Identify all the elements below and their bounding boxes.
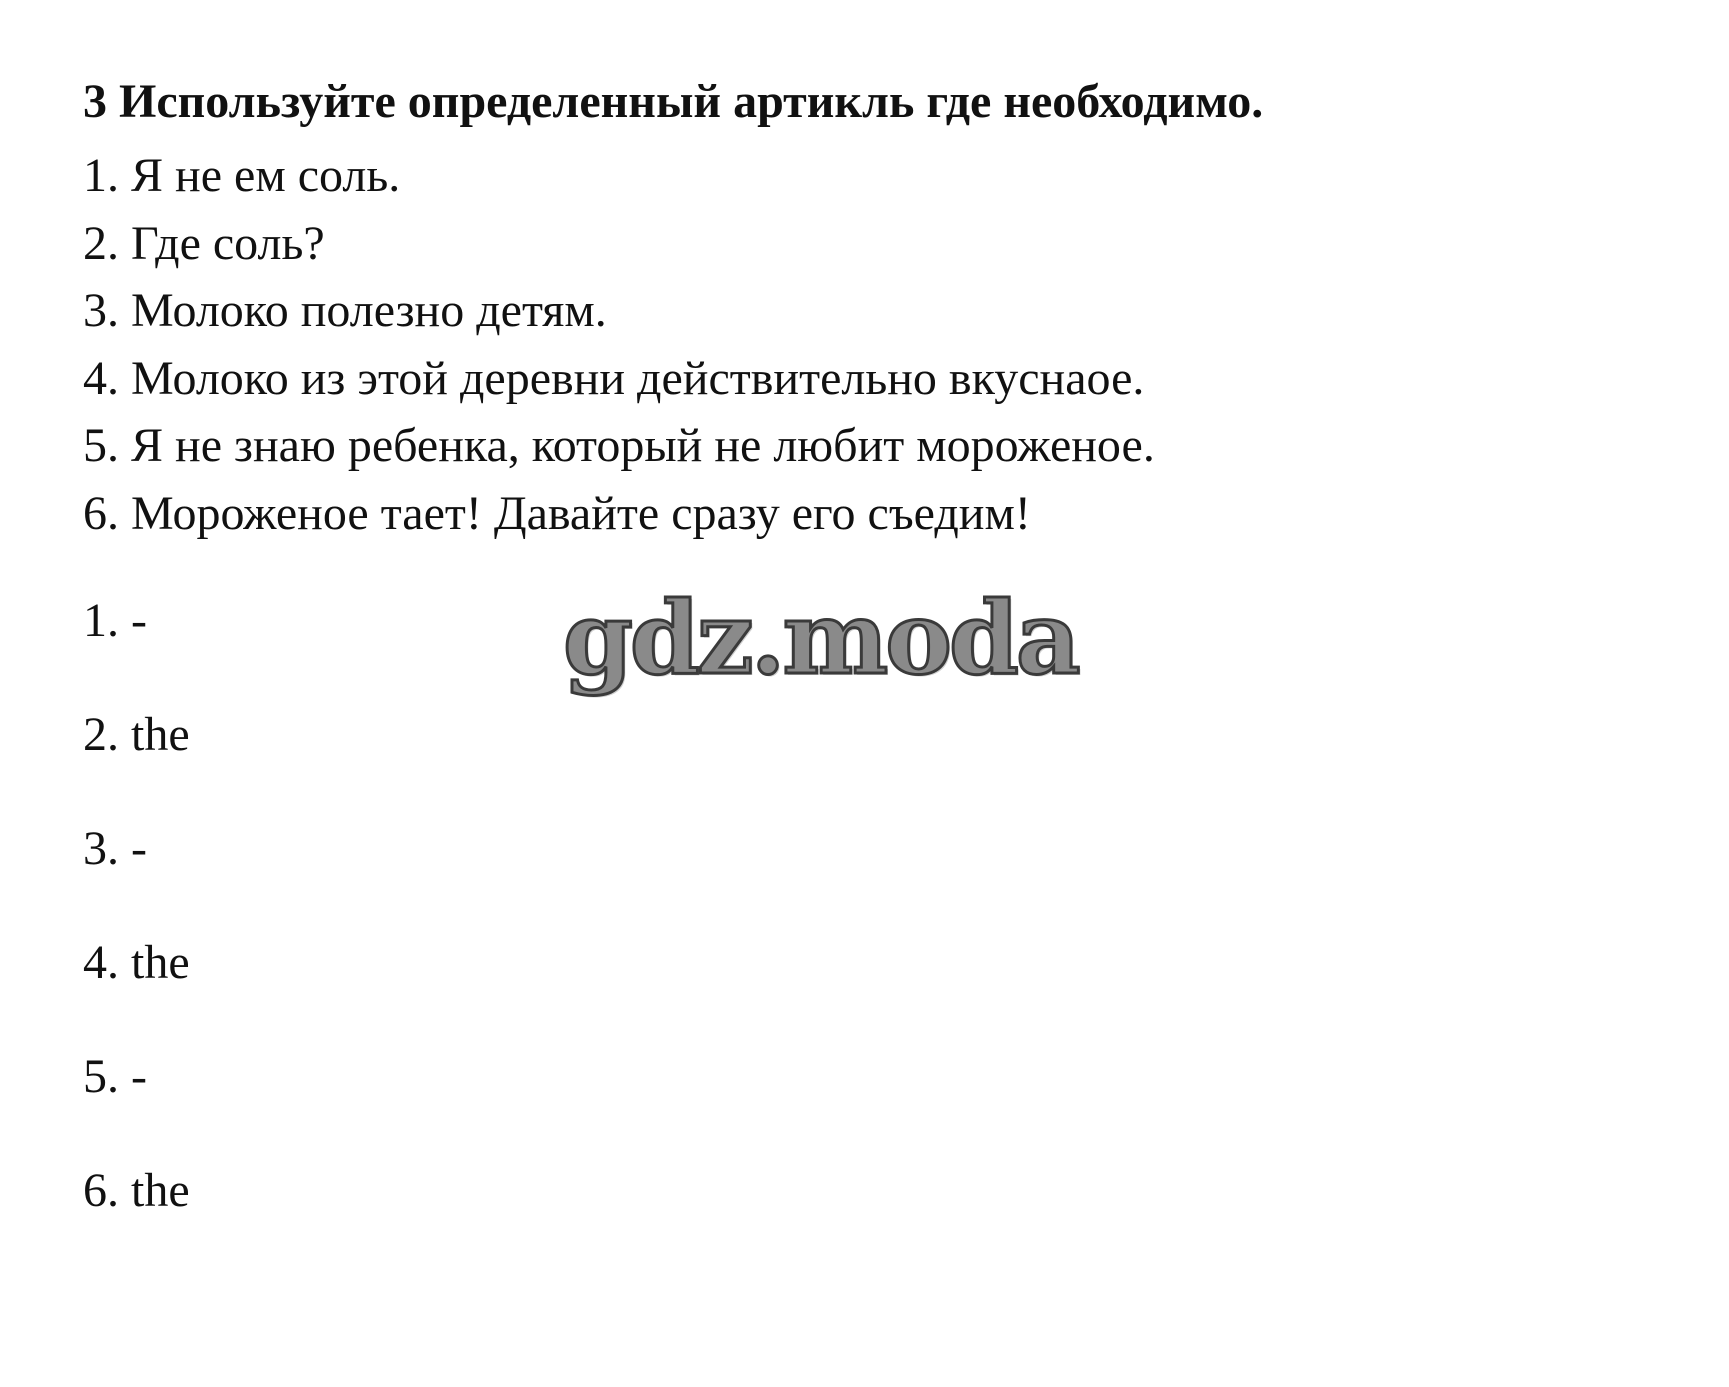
task-title: 3 Используйте определенный артикль где необходимо.	[83, 75, 1264, 128]
sentence-item: 1. Я не ем соль.	[83, 149, 401, 202]
answer-item: 2. the	[83, 708, 190, 761]
watermark-logo: gdz.moda	[563, 579, 1078, 697]
sentence-item: 6. Мороженое тает! Давайте сразу его съедим!	[83, 486, 1031, 540]
answer-item: 6. the	[83, 1164, 190, 1217]
answer-list	[83, 592, 190, 1276]
sentence-item: 5. Я не знаю ребенка, который не любит мороженое.	[83, 419, 1155, 472]
answer-item: 1. -	[83, 594, 147, 647]
answer-item: 4. the	[83, 936, 190, 989]
answer-item: 5. -	[83, 1050, 147, 1103]
answer-item: 3. -	[83, 822, 147, 875]
sentence-item: 2. Где соль?	[83, 216, 325, 270]
sentence-list	[83, 142, 1155, 547]
sentence-item: 3. Молоко полезно детям.	[83, 284, 607, 337]
sentence-item: 4. Молоко из этой деревни действительно вкуснаое.	[83, 351, 1145, 405]
